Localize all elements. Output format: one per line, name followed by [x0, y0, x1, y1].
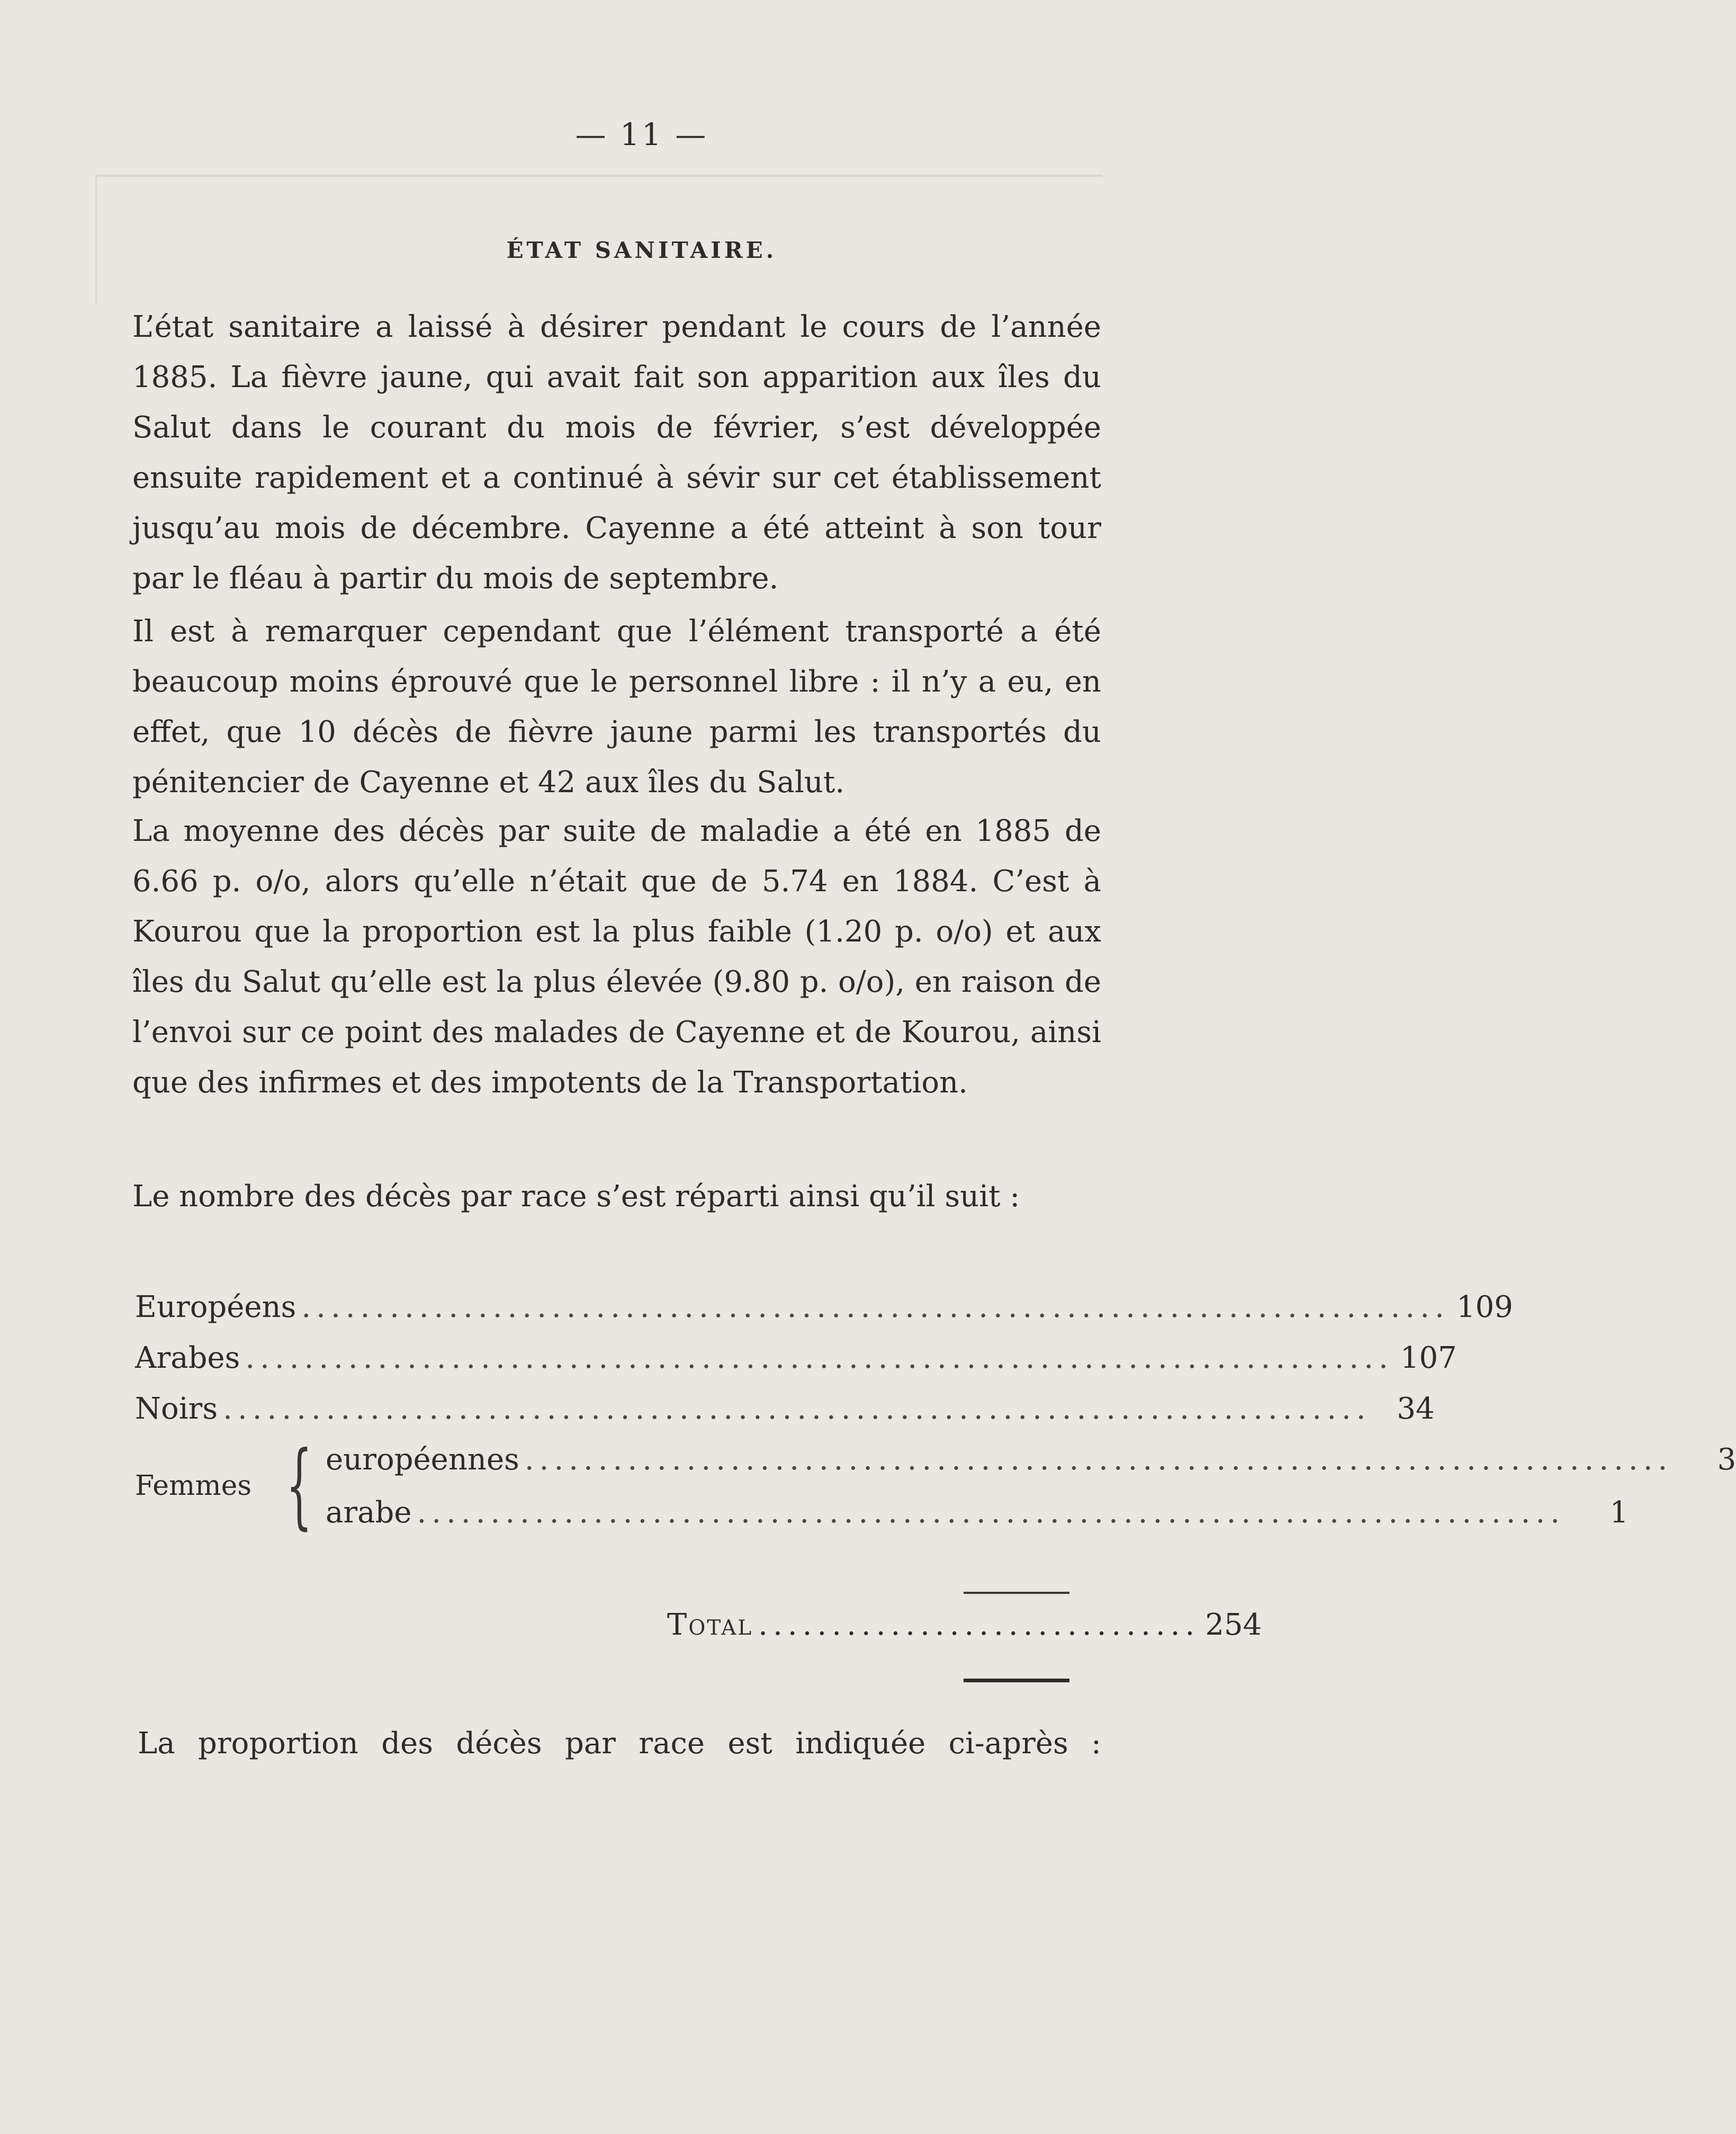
row-value: 1 [1609, 1495, 1629, 1530]
total-value: 254 [1205, 1608, 1262, 1642]
table-row [326, 1487, 1629, 1538]
table-row [326, 1434, 1736, 1485]
deaths-by-race-table [135, 1281, 1736, 1540]
row-value: 34 [1397, 1391, 1435, 1426]
paragraph-1-text: L’état sanitaire a laissé à désirer pendant le cours de l’année 1885. La fièvre jaune, qui avait fait son apparition aux îles du Salut dans le courant du mois de février, s’est développée ensuite rapidement et a continué à sévir sur cet établissement jusqu’au mois de décembre. Cayenne a été atteint à son tour par le fléau à partir du mois de septembre. [132, 310, 1101, 596]
page-number: — 11 — [575, 116, 708, 153]
femmes-label: Femmes [135, 1470, 252, 1502]
paragraph-3-text: La moyenne des décès par suite de maladie a été en 1885 de 6.66 p. o/o, alors qu’elle n’était que de 5.74 en 1884. C’est à Kourou que la proportion est la plus faible (1.20 p. o/o) et aux îles du Salut qu’elle est la plus élevée (9.80 p. o/o), en raison de l’envoi sur ce point des malades de Cayenne et de Kourou, ainsi que des infirmes et des impotents de la Transportation. [132, 814, 1101, 1100]
paragraph-1 [132, 302, 1101, 604]
row-label: européennes [326, 1442, 519, 1477]
leader-dots: .............................................................................. [223, 1391, 1371, 1426]
closing-line: La proportion des décès par race est indiquée ci-après : [138, 1726, 1101, 1761]
leader-dots: .............................................................................. [245, 1340, 1393, 1375]
row-label: Noirs [135, 1391, 218, 1426]
paragraph-3 [132, 806, 1101, 1108]
femmes-group [135, 1432, 1736, 1540]
leader-dots: .............................. [758, 1608, 1200, 1642]
paragraph-4 [132, 1171, 1101, 1222]
section-title: ÉTAT SANITAIRE. [506, 237, 777, 263]
row-value: 109 [1456, 1289, 1513, 1324]
row-label: Arabes [135, 1340, 240, 1375]
paragraph-4-text: Le nombre des décès par race s’est réparti ainsi qu’il suit : [132, 1179, 1020, 1214]
paragraph-2-text: Il est à remarquer cependant que l’élément transporté a été beaucoup moins éprouvé que le personnel libre : il n’y a eu, en effet, que 10 décès de fièvre jaune parmi les transportés du pénitencier de Cayenne et 42 aux îles du Salut. [132, 614, 1101, 800]
row-label: Européens [135, 1289, 296, 1324]
row-value: 3 [1717, 1442, 1736, 1477]
bottom-rule [964, 1679, 1069, 1682]
table-row [135, 1332, 1457, 1383]
table-row [135, 1281, 1513, 1332]
total-row [667, 1608, 1262, 1642]
leader-dots: .............................................................................. [524, 1442, 1673, 1477]
total-label: Total [667, 1608, 753, 1642]
leader-dots: .............................................................................. [417, 1495, 1565, 1530]
table-row [135, 1383, 1435, 1434]
total-rule [964, 1592, 1069, 1594]
curly-brace: { [286, 1432, 313, 1539]
paragraph-2 [132, 606, 1101, 808]
leader-dots: .............................................................................. [301, 1289, 1450, 1324]
row-value: 107 [1400, 1340, 1457, 1375]
row-label: arabe [326, 1495, 412, 1530]
